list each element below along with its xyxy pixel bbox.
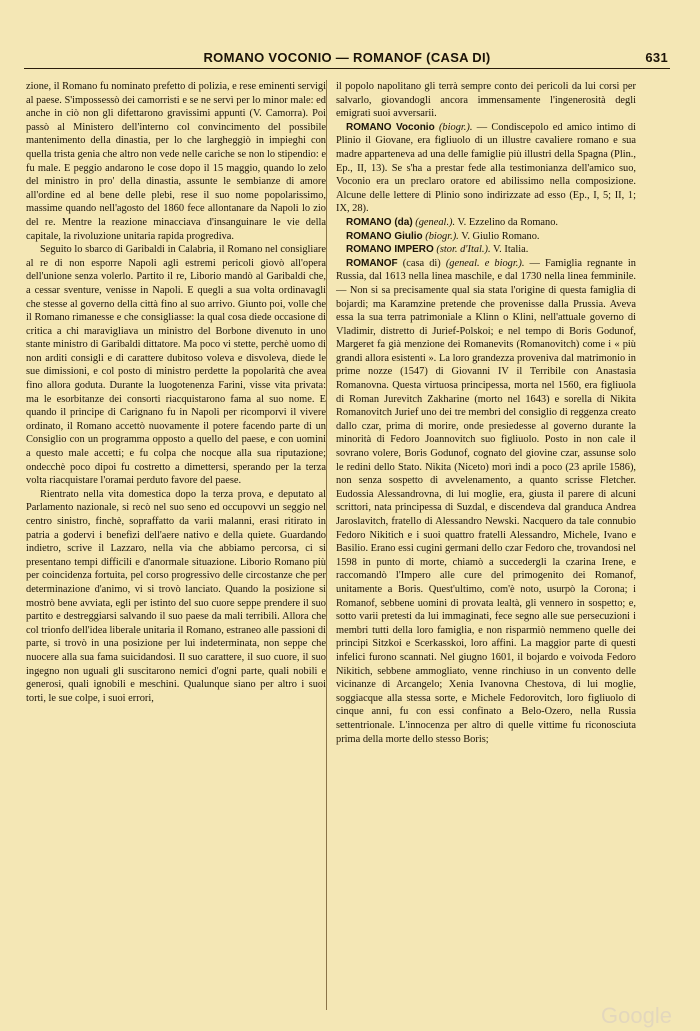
entry-text: V. Ezzelino da Romano. [457,216,559,228]
entry-subtitle: (casa di) [402,257,441,269]
entry-text: V. Giulio Romano. [461,230,540,242]
paragraph: zione, il Romano fu nominato prefetto di polizia, e rese eminenti servigi al paese. S'impossessò dei camorristi e se ne servì per lo minor male: ed anche in ciò non gli difettarono gravissimi appunti (V. Camorra). Poi passò al Ministero dell'interno col convincimento del possibile mantenimento della dinastia, per lo che largheggiò in impieghi con quella trista genia che altro non vede nelle cariche se non lo stipendio: e fu male. E peggio andarono le cose dopo il 15 maggio, quando lo zelo del ministro in pro' della dinastia, assunte le sembianze di amore all'ordine ed al bene delle plebi, rese il suo nome popolarissimo, massime quando nell'agosto del 1860 fece allontanare da Napoli lo zio del re. Mentre la reazione minacciava d'insanguinare le vie della capitale, la rivoluzione unitaria rapida progrediva. [26,81,326,242]
entry-romano-da [336,216,636,230]
entry-text: — Condiscepolo ed amico intimo di Plinio il Giovane, era figliuolo di un illustre cavaliere romano e sua madre apparteneva ad una delle famiglie più illustri della Spagna (Plin., Ep., II, 13). Se s'ha a prestar fede alla testimonianza dell'amico suo, Voconio era un preclaro oratore ed abilissimo nella composizione. Alcune delle lettere di Plinio sono indirizzate ad esso (Ep., I, 5; II, 1; IX, 28). [336,121,636,215]
left-column [26,80,326,1015]
entry-tag: (geneal.). [415,216,456,228]
entry-headword: ROMANO Voconio [346,121,435,133]
entry-headword: ROMANO Giulio [346,230,423,242]
entry-headword: ROMANO IMPERO [346,244,434,256]
entry-text: — Famiglia regnante in Russia, dal 1613 nella linea maschile, e dal 1730 nella linea femminile. — Non si sa precisamente qual sia stata l'origine di questa famiglia di bojardi; ma Karamzine pretende che provenisse dalla Prussia. Aveva essa la sua terra patrimoniale a Klinn o Klini, nell'attuale governo di Vladimir, distretto di Jurief-Polskoi; e nel tempo di Boris Godunof, Margeret fa già menzione dei Romanevits (Romanovitch) come i « più grandi allora esistenti ». La loro grandezza proveniva dal matrimonio in prime nozze (1547) di Giovanni IV il Terribile con Anastasia Romanovna. Questa virtuosa principessa, morta nel 1560, era figliuola di Roman Jurevitch Zakharine (morto nel 1643) e sorella di Nikita Romanovitch Jurief uno dei tre membri del consiglio di reggenza creato dallo czar, prima di morire, onde presiedesse al governo durante la minorità di Fedoro Joannovitch suo figliuolo. Posto in non cale il sovrano volere, Boris Godunof, cognato del giovine czar, assunse solo le redini dello Stato. Nikita (Niceto) morì indi a poco (23 aprile 1586), non senza sospetto di avvelenamento, a quanto scrisse Fletcher. Eudossia Alessandrovna, di lui moglie, era, giusta il parere di alcuni scrittori, nata principessa di Suzdal, e discendeva dal granduca Andrea Jaroslavitch, fratello di Alessandro Newski. Nacquero da tale connubio Fedoro Nikitich e i suoi quattro fratelli Alessandro, Michele, Ivano e Basilio. Erano essi cugini germani dello czar Fedoro che, trovandosi nel 1598 in punto di morte, chiamò a succedergli la czarina Irene, e raccomandò l'Impero alle cure del primogenito dei Romanof, unitamente a Boris. Quest'ultimo, com'è noto, usurpò la Corona; i Romanof, sebbene uomini di provata lealtà, gli vennero in sospetto; e, sotto varii pretesti da lui immaginati, fece segno alle sue persecuzioni i membri tutti della loro famiglia, e non risparmiò nemmeno quelle dei principi Sitzkoi e Scerkasskoi, loro affini. La maggior parte di questi infelici furono scannati. Nel giugno 1601, il bojardo e voivoda Fedoro Nikitich, sebbene ammogliato, venne rinchiuso in un convento delle vicinanze di Arcangelo; Xenia Ivanovna Chestova, di lui moglie, soggiacque alla stessa sorte, e Michele Fedorovitch, loro figliuolo di cinque anni, fu con essi confinato a Belo-Ozero, nella Russia settentrionale. L'innocenza per altro di quelle vittime fu riconosciuta prima della morte dello stesso Boris; [336,257,636,745]
entry-tag: (biogr.). [425,230,459,242]
entry-romano-giulio [336,230,636,244]
entry-tag: (geneal. e biogr.). [445,257,525,269]
entry-tag: (biogr.). [438,121,473,133]
entry-tag: (stor. d'Ital.). [436,244,491,256]
paragraph: Rientrato nella vita domestica dopo la terza prova, e deputato al Parlamento nazionale, si recò nel suo seno ed occupovvi un seggio nel centro sinistro, finchè, sopraffatto da varii malanni, erasi ritirato in patria a godervi i benefizi dell'aere nativo e della quiete. Guardando indietro, scrive il Lazzaro, nella via che abbiamo percorsa, ci si presentano tempi difficili e d'anormale situazione. Liborio Romano più per coincidenza fortuita, pel corso progressivo delle circostanze che per determinazione d'animo, vi si trovò lanciato. Quando la posizione si mostrò bene avviata, egli per istinto del suo cuore seppe prendere il suo partito e destreggiarsi salvando il suo paese da mali terribili. Allora che col trionfo dell'idea liberale unitaria il Romano, estraneo alle passioni di parte, si trovò in una posizione per lui indeterminata, non seppe che nuocere alla sua fama suicidandosi. Il suo carattere, il suo cuore, il suo ingegno non uguali gli suscitarono nemici d'ogni parte, quali nobili e generosi, quali ignobili e meschini. Qualunque siano per altro i suoi torti, le sue colpe, i suoi errori, [26,488,326,704]
right-column [336,80,636,1015]
entry-headword: ROMANOF [346,257,398,269]
header-title: ROMANO VOCONIO — ROMANOF (CASA DI) [203,50,491,65]
paragraph: Seguito lo sbarco di Garibaldi in Calabria, il Romano nel consigliare al re di non esporre Napoli agli estremi pericoli giovò all'opera dell'unione senza volerlo. Partito il re, Liborio mandò al Garibaldi che, a cessar sventure, venisse in Napoli. E quegli a sua volta ordinavagli che stesse al governo della città fino al suo arrivo. Giunto poi, volle che il Romano rimanesse e che consigliasse: la qual cosa diede occasione di critica a chi maravigliava un ministro del Borbone divenuto in uno stante ministro di Garibaldi dittatore. Ma poco vi stette, perchè uomo di non arditi consigli e di carattere dubitoso voleva e disvoleva, diede le sue dimissioni, e col posto di ministro perdette la popolarità che avea fino allora goduta. Durante la luogotenenza Farini, visse vita privata: ma le esorbitanze dei consorti riacquistarono fama al suo nome. E quando il principe di Carignano fu in Napoli per ricomporvi il vivere ordinato, il Romano accettò nuovamente il potere facendo parte di un Consiglio con un programma opposto a quello del paese, e con uomini a questo male accetti; e fu colpa che nocque alla sua riputazione; ondecchè poco dipoi fu costretto a dimettersi, sperando per la terza volta riacquistare l'oramai perduto favore del paese. [26,244,326,487]
running-header [24,48,670,69]
entry-romano-voconio [336,121,636,216]
entry-romano-impero [336,243,636,257]
page-number: 631 [645,50,668,65]
entry-text: V. Italia. [493,244,529,256]
entry-romanof [336,257,636,746]
column-divider [326,80,327,1010]
entry-headword: ROMANO (da) [346,216,413,228]
watermark: Google [601,1003,672,1028]
paragraph: il popolo napolitano gli terrà sempre conto dei pericoli da lui corsi per salvarlo, giovandogli ancora immensamente l'ingenerosità degli emigrati suoi avversarii. [336,81,636,120]
